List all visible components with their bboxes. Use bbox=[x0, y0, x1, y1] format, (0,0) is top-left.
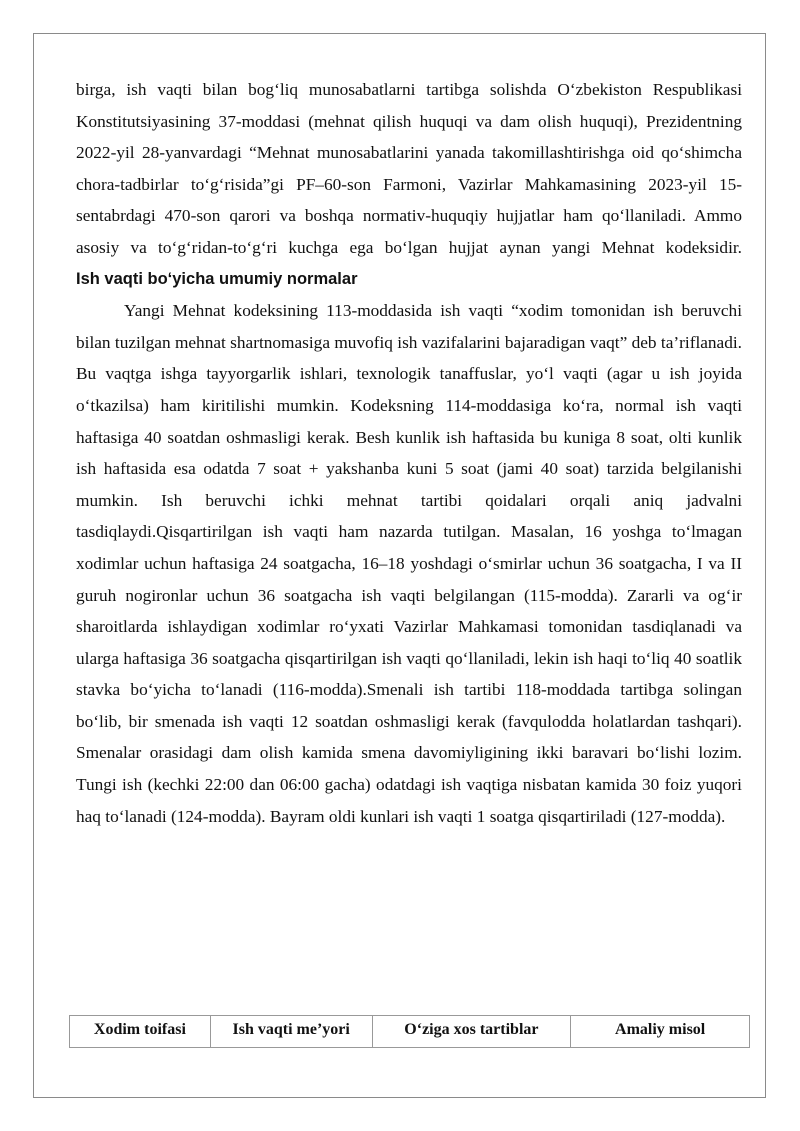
section-paragraph: Yangi Mehnat kodeksining 113-moddasida ish vaqti “xodim tomonidan ish beruvchi bilan tuzilgan mehnat shartnomasiga muvofiq ish vazifalarini bajaradigan vaqt” deb ta’riflanadi. Bu vaqtga ishga tayyorgarlik ishlari, texnologik tanaffuslar, yo‘l vaqti (agar u ish joyida o‘tkazilsa) ham kiritilishi mumkin. Kodeksning 114-moddasiga ko‘ra, normal ish vaqti haftasiga 40 soatdan oshmasligi kerak. Besh kunlik ish haftasida bu kuniga 8 soat, olti kunlik ish haftasida esa odatda 7 soat + yakshanba kuni 5 soat (jami 40 soat) tarzida belgilanishi mumkin. Ish beruvchi ichki mehnat tartibi qoidalari orqali aniq jadvalni tasdiqlaydi.Qisqartirilgan ish vaqti ham nazarda tutilgan. Masalan, 16 yoshga to‘lmagan xodimlar uchun haftasiga 24 soatgacha, 16–18 yoshdagi o‘smirlar uchun 36 soatgacha, I va II guruh nogironlar uchun 36 soatgacha ish vaqti belgilangan (115-modda). Zararli va og‘ir sharoitlarda ishlaydigan xodimlar ro‘yxati Vazirlar Mahkamasi tomonidan tasdiqlanadi va ularga haftasiga 36 soatgacha qisqartirilgan ish vaqti qo‘llaniladi, lekin ish haqi to‘liq 40 soatlik stavka bo‘yicha to‘lanadi (116-modda).Smenali ish tartibi 118-moddada tartibga solingan bo‘lib, bir smenada ish vaqti 12 soatdan oshmasligi kerak (favqulodda holatlardan tashqari). Smenalar orasidagi dam olish kamida smena davomiyligining ikki baravari bo‘lishi lozim. Tungi ish (kechki 22:00 dan 06:00 gacha) odatdagi ish vaqtiga nisbatan kamida 30 foiz yuqori haq to‘lanadi (124-modda). Bayram oldi kunlari ish vaqti 1 soatga qisqartiriladi (127-modda). bbox=[76, 301, 742, 826]
document-body bbox=[76, 74, 742, 832]
header-practical-example: Amaliy misol bbox=[571, 1016, 750, 1048]
header-employee-category: Xodim toifasi bbox=[70, 1016, 211, 1048]
continuation-paragraph: birga, ish vaqti bilan bog‘liq munosabatlarni tartibga solishda O‘zbekiston Respublikasi Konstitutsiyasining 37-moddasi (mehnat qilish huquqi va dam olish huquqi), Prezidentning 2022-yil 28-yanvardagi “Mehnat munosabatlarini yanada takomillashtirishga oid qo‘shimcha chora-tadbirlar to‘g‘risida”gi PF–60-son Farmoni, Vazirlar Mahkamasining 2023-yil 15-sentabrdagi 470-son qarori va boshqa normativ-huquqiy hujjatlar ham qo‘llaniladi. Ammo asosiy va to‘g‘ridan-to‘g‘ri kuchga ega bo‘lgan hujjat aynan yangi Mehnat kodeksidir. bbox=[76, 80, 742, 257]
header-working-time-norm: Ish vaqti me’yori bbox=[210, 1016, 372, 1048]
header-specific-regimes: O‘ziga xos tartiblar bbox=[372, 1016, 571, 1048]
working-time-table bbox=[69, 1015, 750, 1048]
section-heading: Ish vaqti bo‘yicha umumiy normalar bbox=[76, 269, 358, 288]
table-header-row bbox=[70, 1016, 750, 1048]
